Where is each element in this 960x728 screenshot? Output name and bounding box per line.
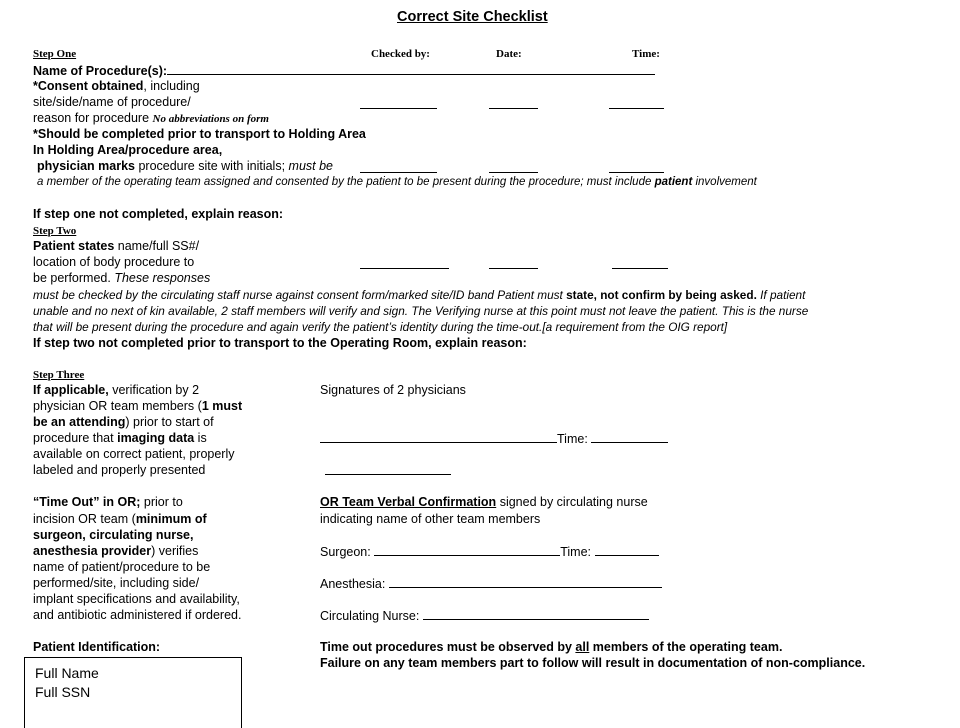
physician-members-text: physician OR team members ( xyxy=(33,399,202,413)
prior-to-start-text: ) prior to start of xyxy=(125,415,214,429)
time-header: Time: xyxy=(632,48,660,60)
step-one-label: Step One xyxy=(33,48,77,60)
consent-obtained-label: *Consent obtained xyxy=(33,79,144,93)
marks-checked-by-field[interactable] xyxy=(360,161,437,173)
observed-line xyxy=(320,640,782,655)
state-not-confirm: state, not confirm by being asked. xyxy=(566,288,757,302)
transport-note: *Should be completed prior to transport to Holding Area xyxy=(33,127,366,141)
surgeon-nurse-line: surgeon, circulating nurse, xyxy=(33,528,194,542)
time-out-label: “Time Out” in OR; xyxy=(33,495,141,509)
available-line: available on correct patient, properly xyxy=(33,447,235,461)
patient-states-text: name/full SS#/ xyxy=(117,239,200,253)
date-header: Date: xyxy=(496,48,522,60)
consent-including-text: , including xyxy=(143,79,200,93)
procedure-name-row xyxy=(33,63,655,79)
signature-time-label: Time: xyxy=(557,432,588,446)
marks-time-field[interactable] xyxy=(609,161,664,173)
step-one-not-completed: If step one not completed, explain reason: xyxy=(33,207,284,221)
incision-text: incision OR team ( xyxy=(33,512,136,526)
physician-marks-text: procedure site with initials; xyxy=(138,159,286,173)
implant-line: implant specifications and availability, xyxy=(33,592,240,606)
holding-area-text: In Holding Area/procedure area, xyxy=(33,143,223,157)
marks-date-field[interactable] xyxy=(489,161,538,173)
anesthesia-provider-label: anesthesia provider xyxy=(33,544,152,558)
physician-signature-2-field[interactable] xyxy=(325,463,451,475)
full-ssn-text: Full SSN xyxy=(35,684,91,700)
step-two-checked-by-field[interactable] xyxy=(360,257,449,269)
checked-by-header: Checked by: xyxy=(371,48,430,60)
performed-site-line: performed/site, including side/ xyxy=(33,576,200,590)
attending-label: be an attending xyxy=(33,415,126,429)
circulating-nurse-row xyxy=(320,608,649,624)
if-patient-text: If patient xyxy=(760,288,806,302)
responses-text: These responses xyxy=(114,271,211,285)
name-of-patient-line: name of patient/procedure to be xyxy=(33,560,211,574)
time-out-line xyxy=(33,495,183,510)
is-text: is xyxy=(197,431,207,445)
anesthesia-provider-line xyxy=(33,544,198,559)
procedure-that-text: procedure that xyxy=(33,431,114,445)
surgeon-field[interactable] xyxy=(374,544,560,556)
verification-text-1: must be checked by the circulating staff nurse against consent form/marked site/ID band Patient must xyxy=(33,288,563,302)
no-abbreviations-note: No abbreviations on form xyxy=(152,113,269,125)
consent-checked-by-field[interactable] xyxy=(360,97,437,109)
labeled-line: labeled and properly presented xyxy=(33,463,206,477)
signed-by-text: signed by circulating nurse xyxy=(499,495,648,509)
procedure-name-field[interactable] xyxy=(167,63,655,75)
prior-to-text: prior to xyxy=(143,495,183,509)
consent-time-field[interactable] xyxy=(609,97,664,109)
surgeon-label: Surgeon: xyxy=(320,545,371,559)
anesthesia-field[interactable] xyxy=(389,576,662,588)
one-must-text: 1 must xyxy=(201,399,243,413)
verbal-confirmation-line xyxy=(320,495,648,510)
indicating-line: indicating name of other team members xyxy=(320,512,541,526)
full-name-text: Full Name xyxy=(35,665,99,681)
team-member-line xyxy=(37,175,757,190)
attending-line xyxy=(33,415,214,430)
step-two-label: Step Two xyxy=(33,225,77,237)
verification-para-2: unable and no next of kin available, 2 staff members will verify and sign. The Verifying nurse at this point must not leave the patient. This is the nurse xyxy=(33,304,809,318)
failure-line: Failure on any team members part to follow will result in documentation of non-compliance. xyxy=(320,656,866,670)
circulating-nurse-label: Circulating Nurse: xyxy=(320,609,420,623)
signatures-label: Signatures of 2 physicians xyxy=(320,383,466,397)
page-title: Correct Site Checklist xyxy=(397,9,548,25)
patient-states-line xyxy=(33,239,199,254)
consent-date-field[interactable] xyxy=(489,97,538,109)
physician-marks-label: physician marks xyxy=(37,159,135,173)
all-emphasis: all xyxy=(575,640,590,654)
physician-members-line xyxy=(33,399,242,414)
performed-text: be performed. xyxy=(33,271,111,285)
surgeon-time-field[interactable] xyxy=(595,544,659,556)
step-two-time-field[interactable] xyxy=(612,257,668,269)
step-three-label: Step Three xyxy=(33,369,85,381)
observed-text-2: members of the operating team. xyxy=(592,640,783,654)
involvement-text: involvement xyxy=(695,176,757,188)
step-two-date-field[interactable] xyxy=(489,257,538,269)
procedure-name-label: Name of Procedure(s): xyxy=(33,64,168,78)
consent-line-3 xyxy=(33,111,269,127)
observed-text-1: Time out procedures must be observed by xyxy=(320,640,572,654)
circulating-nurse-field[interactable] xyxy=(423,608,649,620)
verification-para-1 xyxy=(33,288,805,303)
surgeon-row xyxy=(320,544,659,560)
reason-for-procedure-text: reason for procedure xyxy=(33,111,150,125)
imaging-data-label: imaging data xyxy=(117,431,195,445)
verification-para-3: that will be present during the procedure and again verify the patient’s identity during the time-out.[a requirement from the OIG report] xyxy=(33,320,728,334)
antibiotic-line: and antibiotic administered if ordered. xyxy=(33,608,242,622)
team-member-text: a member of the operating team assigned and consented by the patient to be present during the procedure; must include xyxy=(37,176,652,188)
anesthesia-label: Anesthesia: xyxy=(320,577,386,591)
physician-signature-1-field[interactable] xyxy=(320,431,557,443)
if-applicable-label: If applicable, xyxy=(33,383,109,397)
physician-marks-line xyxy=(37,159,333,174)
patient-states-label: Patient states xyxy=(33,239,115,253)
anesthesia-row xyxy=(320,576,662,592)
verbal-confirmation-label: OR Team Verbal Confirmation xyxy=(320,495,497,509)
consent-line-1 xyxy=(33,79,200,94)
performed-line xyxy=(33,271,210,286)
step-two-not-completed: If step two not completed prior to transport to the Operating Room, explain reason: xyxy=(33,336,527,350)
surgeon-time-label: Time: xyxy=(560,545,592,559)
minimum-of-text: minimum of xyxy=(135,512,207,526)
if-applicable-line xyxy=(33,383,199,398)
location-line: location of body procedure to xyxy=(33,255,195,269)
patient-emphasis: patient xyxy=(654,176,693,188)
consent-line-2: site/side/name of procedure/ xyxy=(33,95,191,109)
signature-time-field[interactable] xyxy=(591,431,668,443)
incision-line xyxy=(33,512,207,527)
verifies-text: ) verifies xyxy=(151,544,199,558)
patient-id-box xyxy=(24,657,242,728)
imaging-line xyxy=(33,431,207,446)
patient-identification-label: Patient Identification: xyxy=(33,640,161,654)
physician-signature-row xyxy=(320,431,668,447)
must-be-text: must be xyxy=(288,159,334,173)
verification-by-text: verification by 2 xyxy=(112,383,200,397)
